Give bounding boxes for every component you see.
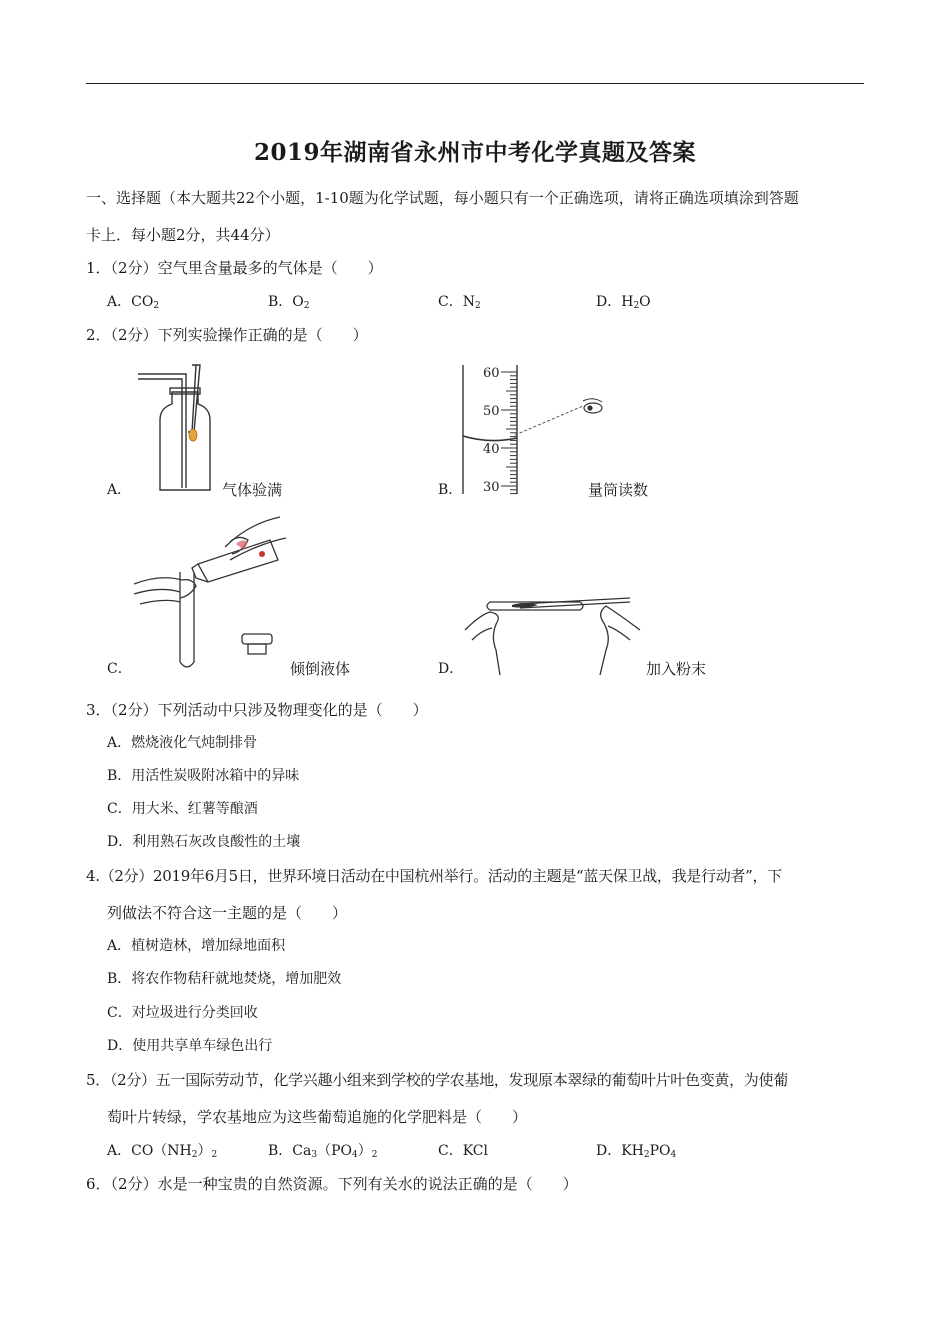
tick-label-40: 40 xyxy=(483,442,500,457)
eye-icon xyxy=(583,399,602,413)
q5-option-a[interactable]: A．$CO(NH_2)_2$ xyxy=(107,1143,218,1160)
question-5-stem-line2: 萄叶片转绿，学农基地应为这些葡萄追施的化学肥料是（ ） xyxy=(107,1108,528,1126)
tick-label-30: 30 xyxy=(483,480,500,495)
question-4-stem-line1: 4.（2分）2019年6月5日，世界环境日活动在中国杭州举行。活动的主题是“蓝天保卫战，我是行动者”，下 xyxy=(86,867,782,885)
q5-option-b[interactable]: B．$Ca_3(PO_4)_2$ xyxy=(268,1143,378,1160)
q2-option-b-caption: 量筒读数 xyxy=(588,481,649,499)
q1-option-c[interactable]: C．$N_2$ xyxy=(438,294,481,311)
q2-option-d-caption: 加入粉末 xyxy=(646,660,707,678)
q2-option-c-letter[interactable]: C． xyxy=(107,661,132,677)
q4-option-b[interactable]: B．将农作物秸秆就地焚烧，增加肥效 xyxy=(107,971,342,987)
measuring-cylinder-illustration xyxy=(455,360,605,495)
q4-option-d[interactable]: D．使用共享单车绿色出行 xyxy=(107,1038,273,1054)
q2-option-c-caption: 倾倒液体 xyxy=(290,660,351,678)
page-title: 2019年湖南省永州市中考化学真题及答案 xyxy=(253,139,696,166)
question-1-stem: 1．（2分）空气里含量最多的气体是（ ） xyxy=(86,259,383,277)
q4-option-a[interactable]: A．植树造林，增加绿地面积 xyxy=(107,938,286,954)
q2-option-a-caption: 气体验满 xyxy=(222,481,283,499)
gas-bottle-illustration xyxy=(130,360,230,495)
question-5-stem-line1: 5．（2分）五一国际劳动节，化学兴趣小组来到学校的学农基地，发现原本翠绿的葡萄叶片叶色变黄，为使葡 xyxy=(86,1071,788,1089)
question-6-stem: 6．（2分）水是一种宝贵的自然资源。下列有关水的说法正确的是（ ） xyxy=(86,1175,578,1193)
section-heading-line1: 一、选择题（本大题共22个小题，1-10题为化学试题，每小题只有一个正确选项，请将正确选项填涂到答题 xyxy=(86,189,799,207)
q3-option-b[interactable]: B．用活性炭吸附冰箱中的异味 xyxy=(107,768,300,784)
tick-label-50: 50 xyxy=(483,404,500,419)
question-3-stem: 3．（2分）下列活动中只涉及物理变化的是（ ） xyxy=(86,701,428,719)
section-heading-line2: 卡上．每小题2分，共44分） xyxy=(86,226,280,244)
question-2-stem: 2．（2分）下列实验操作正确的是（ ） xyxy=(86,326,368,344)
q3-option-a[interactable]: A．燃烧液化气炖制排骨 xyxy=(107,735,258,751)
pouring-liquid-illustration xyxy=(130,512,290,677)
q5-option-d[interactable]: D．$KH_2PO_4$ xyxy=(596,1143,677,1160)
q1-option-b[interactable]: B．$O_2$ xyxy=(268,294,310,311)
q2-option-b-letter[interactable]: B． xyxy=(438,482,463,498)
tick-label-60: 60 xyxy=(483,366,500,381)
header-rule xyxy=(86,83,864,84)
q3-option-d[interactable]: D．利用熟石灰改良酸性的土壤 xyxy=(107,834,301,850)
adding-powder-illustration xyxy=(460,590,645,680)
q3-option-c[interactable]: C．用大米、红薯等酿酒 xyxy=(107,801,258,817)
q5-option-c[interactable]: C．KCl xyxy=(438,1143,488,1159)
q4-option-c[interactable]: C．对垃圾进行分类回收 xyxy=(107,1005,258,1021)
q2-option-a-letter[interactable]: A． xyxy=(107,482,132,498)
q1-option-a[interactable]: A．$CO_2$ xyxy=(107,294,160,311)
q1-option-d[interactable]: D．$H_2O$ xyxy=(596,294,651,311)
question-4-stem-line2: 列做法不符合这一主题的是（ ） xyxy=(107,904,348,922)
q2-option-d-letter[interactable]: D． xyxy=(438,661,464,677)
